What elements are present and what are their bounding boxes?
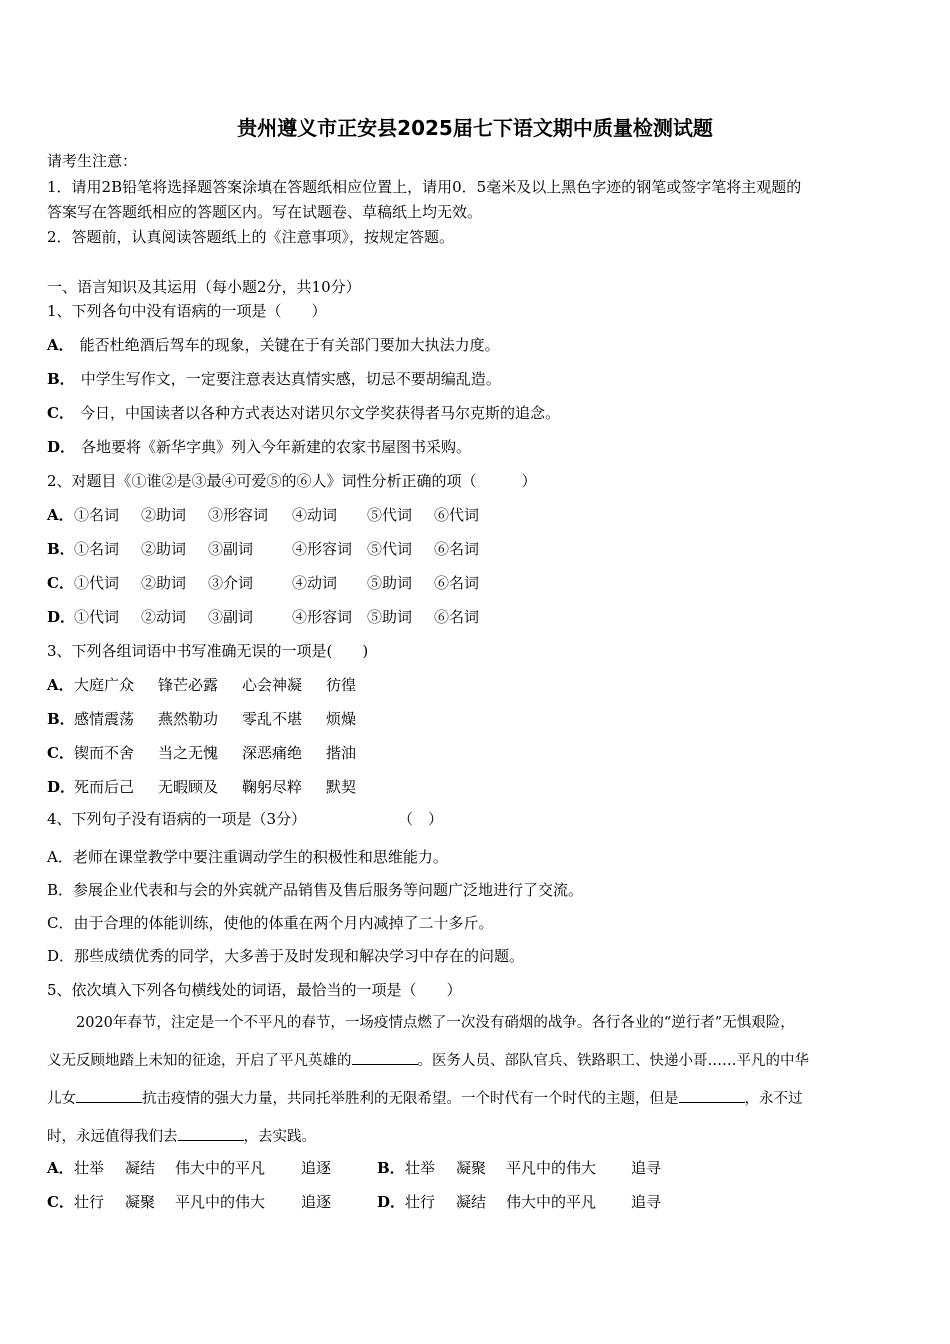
option-item: ③副词	[208, 540, 254, 558]
q1-option-a	[47, 336, 500, 354]
option-item: 死而后己	[74, 778, 135, 796]
option-item: 零乱不堪	[242, 710, 303, 728]
option-label: D．	[47, 778, 76, 796]
option-item: ⑥名词	[434, 540, 480, 558]
option-label: C．	[47, 1193, 74, 1211]
option-item: 凝结	[456, 1193, 487, 1211]
option-item: ①名词	[74, 506, 120, 524]
option-item: ①代词	[74, 574, 120, 592]
option-item: 烦燥	[326, 710, 357, 728]
option-label: A．	[47, 506, 74, 524]
option-label: C．	[47, 404, 74, 422]
q1-option-d	[47, 438, 471, 456]
option-item: ⑤助词	[367, 608, 413, 626]
option-label: B．	[47, 370, 75, 388]
option-item: 壮行	[74, 1193, 105, 1211]
option-text: 今日，中国读者以各种方式表达对诺贝尔文学奖获得者马尔克斯的追念。	[79, 404, 560, 422]
option-item: 壮举	[405, 1159, 436, 1177]
option-item: ②助词	[141, 540, 187, 558]
option-item: 默契	[326, 778, 357, 796]
option-item: ⑤代词	[367, 540, 413, 558]
option-item: 平凡中的伟大	[506, 1159, 597, 1177]
passage-text: ，去实践。	[243, 1129, 316, 1145]
notice-heading: 请考生注意：	[47, 152, 138, 170]
option-item: ⑤代词	[367, 506, 413, 524]
option-item: ③介词	[208, 574, 254, 592]
option-text: 能否杜绝酒后驾车的现象，关键在于有关部门要加大执法力度。	[79, 336, 500, 354]
option-item: 感情震荡	[74, 710, 135, 728]
option-label: C．	[47, 574, 74, 592]
fill-blank	[178, 1127, 244, 1141]
option-label: A．	[47, 336, 74, 354]
notice-line-1: 1．请用2B铅笔将选择题答案涂填在答题纸相应位置上，请用0．5毫米及以上黑色字迹的钢笔或签字笔将主观题的	[47, 178, 802, 196]
question-1-stem: 1、下列各句中没有语病的一项是（ ）	[47, 302, 327, 320]
q4-option-b: B．参展企业代表和与会的外宾就产品销售及售后服务等问题广泛地进行了交流。	[47, 881, 584, 899]
option-item: 平凡中的伟大	[175, 1193, 266, 1211]
option-label: D．	[47, 608, 76, 626]
option-item: 伟大中的平凡	[506, 1193, 597, 1211]
option-item: 无暇顾及	[158, 778, 219, 796]
option-label: D．	[47, 438, 76, 456]
option-item: ①名词	[74, 540, 120, 558]
fill-blank	[352, 1051, 418, 1065]
page-title: 贵州遵义市正安县2025届七下语文期中质量检测试题	[237, 116, 713, 140]
option-item: 彷徨	[326, 676, 357, 694]
option-item: 揩油	[326, 744, 357, 762]
passage-line-2	[47, 1051, 809, 1070]
option-item: 追寻	[631, 1159, 662, 1177]
q4-option-d: D．那些成绩优秀的同学，大多善于及时发现和解决学习中存在的问题。	[47, 947, 525, 965]
option-text: 中学生写作文，一定要注意表达真情实感，切忌不要胡编乱造。	[80, 370, 501, 388]
question-3-stem: 3、下列各组词语中书写准确无误的一项是( )	[47, 642, 369, 660]
fill-blank	[679, 1089, 745, 1103]
option-item: 追逐	[301, 1193, 332, 1211]
option-item: ④动词	[292, 506, 338, 524]
option-item: ②动词	[141, 608, 187, 626]
option-label: D．	[377, 1193, 406, 1211]
passage-text: 。医务人员、部队官兵、铁路职工、快递小哥……平凡的中华	[417, 1053, 809, 1069]
option-item: 凝聚	[456, 1159, 487, 1177]
option-item: ①代词	[74, 608, 120, 626]
q1-option-b	[47, 370, 501, 388]
passage-text: 抗击疫情的强大力量，共同托举胜利的无限希望。一个时代有一个时代的主题，但是	[142, 1091, 679, 1107]
option-item: ③形容词	[208, 506, 269, 524]
passage-text: 时，永远值得我们去	[47, 1129, 178, 1145]
option-label: B．	[47, 710, 75, 728]
option-item: ⑥名词	[434, 608, 480, 626]
passage-text: 义无反顾地踏上未知的征途，开启了平凡英雄的	[47, 1053, 352, 1069]
section-heading: 一、语言知识及其运用（每小题2分，共10分）	[47, 278, 361, 296]
option-item: ⑥代词	[434, 506, 480, 524]
option-item: ④动词	[292, 574, 338, 592]
option-item: 壮举	[74, 1159, 105, 1177]
q4-option-c: C．由于合理的体能训练，使他的体重在两个月内减掉了二十多斤。	[47, 914, 494, 932]
q4-option-a: A．老师在课堂教学中要注重调动学生的积极性和思维能力。	[47, 848, 448, 866]
option-item: 凝聚	[125, 1193, 156, 1211]
option-item: 深恶痛绝	[242, 744, 303, 762]
option-item: ②助词	[141, 506, 187, 524]
option-item: 锋芒必露	[158, 676, 219, 694]
question-4-stem: 4、下列句子没有语病的一项是（3分）	[47, 810, 307, 828]
option-label: C．	[47, 744, 74, 762]
passage-line-1: 2020年春节，注定是一个不平凡的春节，一场疫情点燃了一次没有硝烟的战争。各行各业的“逆行者”无惧艰险，	[76, 1015, 795, 1031]
option-item: 伟大中的平凡	[175, 1159, 266, 1177]
option-item: 当之无愧	[158, 744, 219, 762]
option-item: 鞠躬尽粹	[242, 778, 303, 796]
option-item: 追寻	[631, 1193, 662, 1211]
option-item: 壮行	[405, 1193, 436, 1211]
option-item: ④形容词	[292, 608, 353, 626]
option-item: 凝结	[125, 1159, 156, 1177]
option-label: B．	[377, 1159, 405, 1177]
option-item: ②助词	[141, 574, 187, 592]
question-2-stem: 2、对题目《①谁②是③最④可爱⑤的⑥人》词性分析正确的项（ ）	[47, 472, 537, 490]
fill-blank	[76, 1089, 142, 1103]
option-item: 追逐	[301, 1159, 332, 1177]
answer-parens: （ ）	[398, 810, 444, 828]
option-item: 大庭广众	[74, 676, 135, 694]
option-item: ⑥名词	[434, 574, 480, 592]
option-item: ⑤助词	[367, 574, 413, 592]
option-item: 锲而不舍	[74, 744, 135, 762]
option-item: 心会神凝	[242, 676, 303, 694]
option-item: ④形容词	[292, 540, 353, 558]
option-item: 燕然勒功	[158, 710, 219, 728]
notice-line-2: 答案写在答题纸相应的答题区内。写在试题卷、草稿纸上均无效。	[47, 203, 483, 221]
passage-line-4	[47, 1127, 316, 1146]
passage-text: ，永不过	[744, 1091, 803, 1107]
option-label: B．	[47, 540, 75, 558]
question-5-stem: 5、依次填入下列各句横线处的词语，最恰当的一项是（ ）	[47, 981, 462, 999]
option-text: 各地要将《新华字典》列入今年新建的农家书屋图书采购。	[81, 438, 472, 456]
option-label: A．	[47, 1159, 74, 1177]
notice-line-3: 2．答题前，认真阅读答题纸上的《注意事项》，按规定答题。	[47, 228, 455, 246]
passage-line-3	[47, 1089, 803, 1108]
q1-option-c	[47, 404, 560, 422]
option-item: ③副词	[208, 608, 254, 626]
option-label: A．	[47, 676, 74, 694]
passage-text: 儿女	[47, 1091, 76, 1107]
